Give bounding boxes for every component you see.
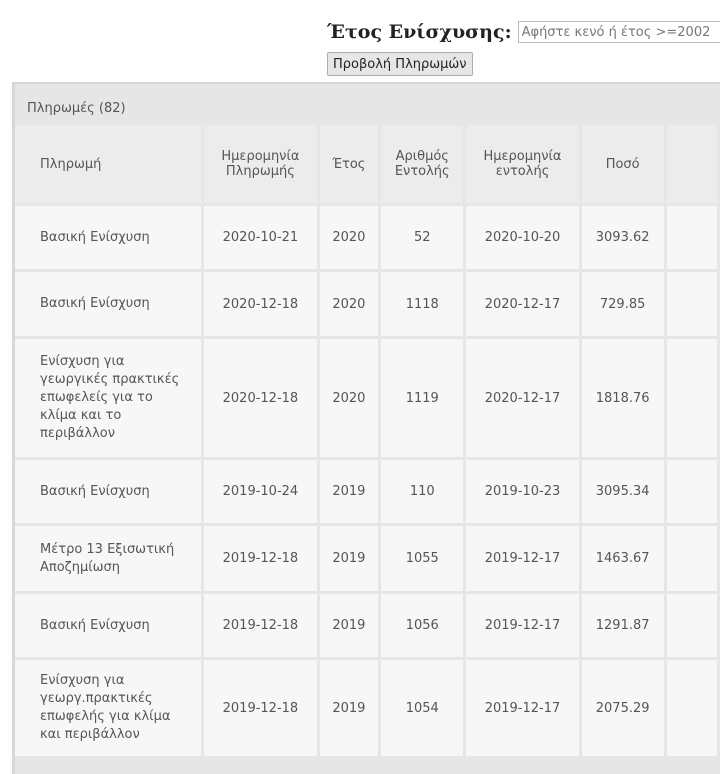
order-date-cell: 2019-10-23 <box>466 460 578 523</box>
payment-cell: Βασική Ενίσχυση <box>15 272 201 336</box>
amount-cell: 729.85 <box>582 272 664 336</box>
order-number-cell: 1118 <box>381 272 463 336</box>
payment-date-cell: 2019-12-18 <box>204 594 316 657</box>
year-cell: 2020 <box>320 272 379 336</box>
order-number-cell: 110 <box>381 460 463 523</box>
amount-cell: 3093.62 <box>582 206 664 269</box>
year-cell: 2019 <box>320 594 379 657</box>
payment-date-cell: 2019-10-24 <box>204 460 316 523</box>
column-header-year[interactable]: Έτος <box>320 125 379 203</box>
order-date-cell: 2020-12-17 <box>466 339 578 457</box>
extra-cell <box>667 206 717 269</box>
order-date-cell: 2020-12-17 <box>466 272 578 336</box>
table-row <box>15 660 717 756</box>
order-date-cell: 2019-12-17 <box>466 526 578 591</box>
year-cell: 2019 <box>320 460 379 523</box>
column-header-order-date[interactable]: Ημερομηνία εντολής <box>466 125 578 203</box>
year-filter-label: Έτος Ενίσχυσης: <box>327 21 512 43</box>
order-date-cell: 2020-10-20 <box>466 206 578 269</box>
year-input[interactable] <box>518 21 720 43</box>
view-payments-button[interactable]: Προβολή Πληρωμών <box>327 52 473 76</box>
order-date-cell: 2019-12-17 <box>466 660 578 756</box>
payment-date-cell: 2020-12-18 <box>204 339 316 457</box>
column-header-payment[interactable]: Πληρωμή <box>15 125 201 203</box>
amount-cell: 1818.76 <box>582 339 664 457</box>
payment-cell: Βασική Ενίσχυση <box>15 594 201 657</box>
payment-cell: Ενίσχυση για γεωργ.πρακτικές επωφελής για κλίμα και περιβάλλον <box>15 660 201 756</box>
payment-cell: Μέτρο 13 Εξισωτική Αποζημίωση <box>15 526 201 591</box>
column-header-payment-date[interactable]: Ημερομηνία Πληρωμής <box>204 125 316 203</box>
column-header-extra <box>667 125 717 203</box>
payment-cell: Ενίσχυση για γεωργικές πρακτικές επωφελείς για το κλίμα και το περιβάλλον <box>15 339 201 457</box>
payment-date-cell: 2019-12-18 <box>204 660 316 756</box>
table-row <box>15 339 717 457</box>
extra-cell <box>667 660 717 756</box>
amount-cell: 1463.67 <box>582 526 664 591</box>
payment-cell: Βασική Ενίσχυση <box>15 460 201 523</box>
table-row <box>15 206 717 269</box>
order-number-cell: 1119 <box>381 339 463 457</box>
order-number-cell: 52 <box>381 206 463 269</box>
table-row <box>15 272 717 336</box>
year-cell: 2020 <box>320 206 379 269</box>
extra-cell <box>667 594 717 657</box>
year-cell: 2020 <box>320 339 379 457</box>
amount-cell: 2075.29 <box>582 660 664 756</box>
amount-cell: 3095.34 <box>582 460 664 523</box>
amount-cell: 1291.87 <box>582 594 664 657</box>
year-cell: 2019 <box>320 660 379 756</box>
year-cell: 2019 <box>320 526 379 591</box>
extra-cell <box>667 339 717 457</box>
payment-date-cell: 2020-10-21 <box>204 206 316 269</box>
order-date-cell: 2019-12-17 <box>466 594 578 657</box>
column-header-order-number[interactable]: Αριθμός Εντολής <box>381 125 463 203</box>
table-row <box>15 526 717 591</box>
order-number-cell: 1056 <box>381 594 463 657</box>
table-row <box>15 460 717 523</box>
extra-cell <box>667 272 717 336</box>
payments-panel-title: Πληρωμές (82) <box>27 101 126 116</box>
year-filter-row <box>327 18 720 46</box>
order-number-cell: 1054 <box>381 660 463 756</box>
payments-table <box>12 122 720 759</box>
header-row <box>15 125 717 203</box>
extra-cell <box>667 460 717 523</box>
order-number-cell: 1055 <box>381 526 463 591</box>
payment-cell: Βασική Ενίσχυση <box>15 206 201 269</box>
payment-date-cell: 2019-12-18 <box>204 526 316 591</box>
extra-cell <box>667 526 717 591</box>
payment-date-cell: 2020-12-18 <box>204 272 316 336</box>
table-row <box>15 594 717 657</box>
column-header-amount[interactable]: Ποσό <box>582 125 664 203</box>
